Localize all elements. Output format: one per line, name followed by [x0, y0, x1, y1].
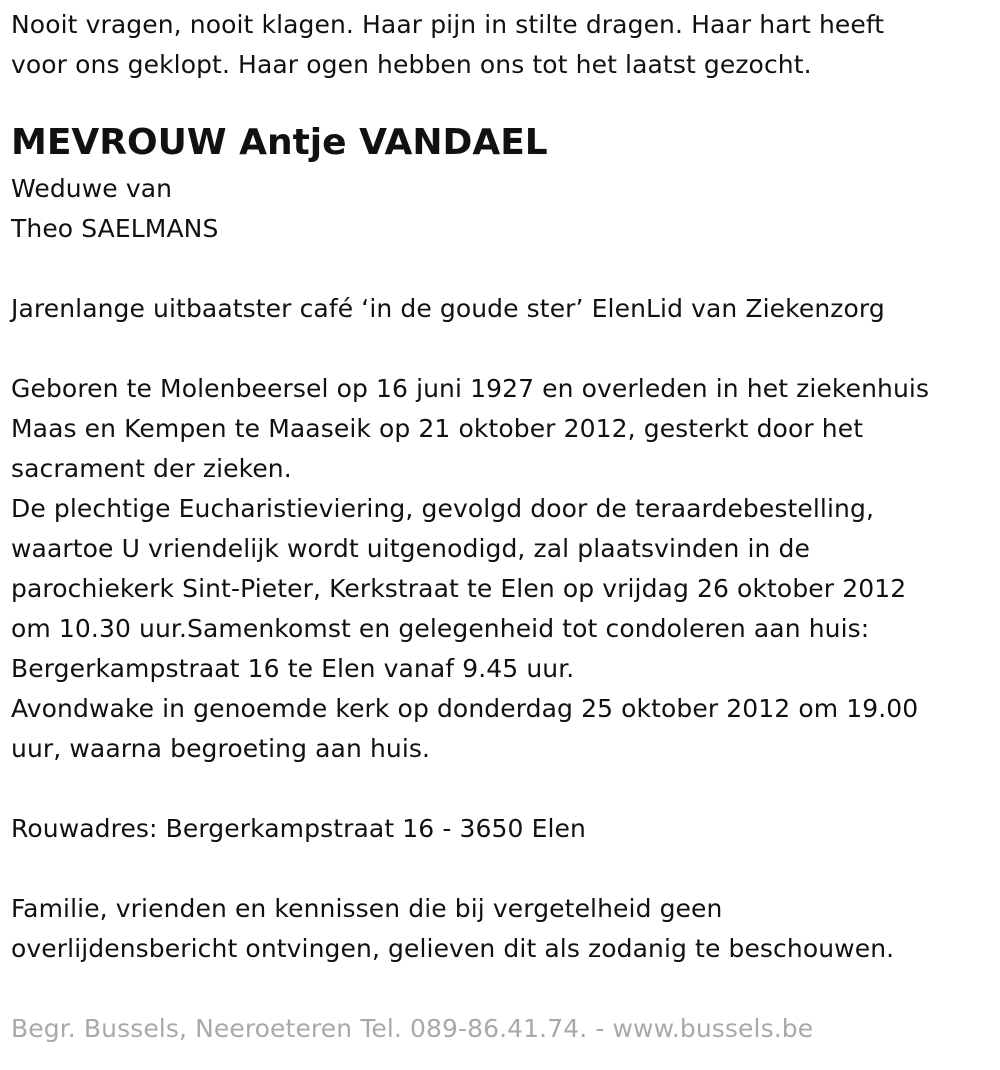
details-line: Maas en Kempen te Maaseik op 21 oktober 2012, gesterkt door het	[11, 414, 864, 443]
details-line: Bergerkampstraat 16 te Elen vanaf 9.45 uur.	[11, 654, 575, 683]
details-line: om 10.30 uur.Samenkomst en gelegenheid tot condoleren aan huis:	[11, 614, 870, 643]
intro-line: voor ons geklopt. Haar ogen hebben ons tot het laatst gezocht.	[11, 50, 812, 79]
details-line: Avondwake in genoemde kerk op donderdag 25 oktober 2012 om 19.00	[11, 694, 919, 723]
funeral-details	[11, 369, 981, 769]
mourning-address: Rouwadres: Bergerkampstraat 16 - 3650 Elen	[11, 814, 586, 843]
details-line: sacrament der zieken.	[11, 454, 292, 483]
notice-line: Familie, vrienden en kennissen die bij vergetelheid geen	[11, 894, 723, 923]
relation-label: Weduwe van	[11, 174, 173, 203]
spacer	[11, 769, 981, 809]
spacer	[11, 249, 981, 289]
notice-line: overlijdensbericht ontvingen, gelieven dit als zodanig te beschouwen.	[11, 934, 895, 963]
intro-line: Nooit vragen, nooit klagen. Haar pijn in stilte dragen. Haar hart heeft	[11, 10, 885, 39]
spacer	[11, 329, 981, 369]
details-line: Geboren te Molenbeersel op 16 juni 1927 en overleden in het ziekenhuis	[11, 374, 930, 403]
occupation-line: Jarenlange uitbaatster café ‘in de goude ster’ ElenLid van Ziekenzorg	[11, 294, 885, 323]
funeral-home-footer: Begr. Bussels, Neeroeteren Tel. 089-86.41.74. - www.bussels.be	[11, 1014, 814, 1043]
details-line: parochiekerk Sint-Pieter, Kerkstraat te Elen op vrijdag 26 oktober 2012	[11, 574, 907, 603]
obituary-document	[11, 0, 981, 1049]
intro-verse	[11, 5, 981, 85]
deceased-name: MEVROUW Antje VANDAEL	[11, 122, 548, 163]
details-line: De plechtige Eucharistieviering, gevolgd door de teraardebestelling,	[11, 494, 874, 523]
details-line: uur, waarna begroeting aan huis.	[11, 734, 431, 763]
family-notice	[11, 889, 981, 969]
spouse-name: Theo SAELMANS	[11, 214, 219, 243]
details-line: waartoe U vriendelijk wordt uitgenodigd, zal plaatsvinden in de	[11, 534, 810, 563]
spacer	[11, 849, 981, 889]
